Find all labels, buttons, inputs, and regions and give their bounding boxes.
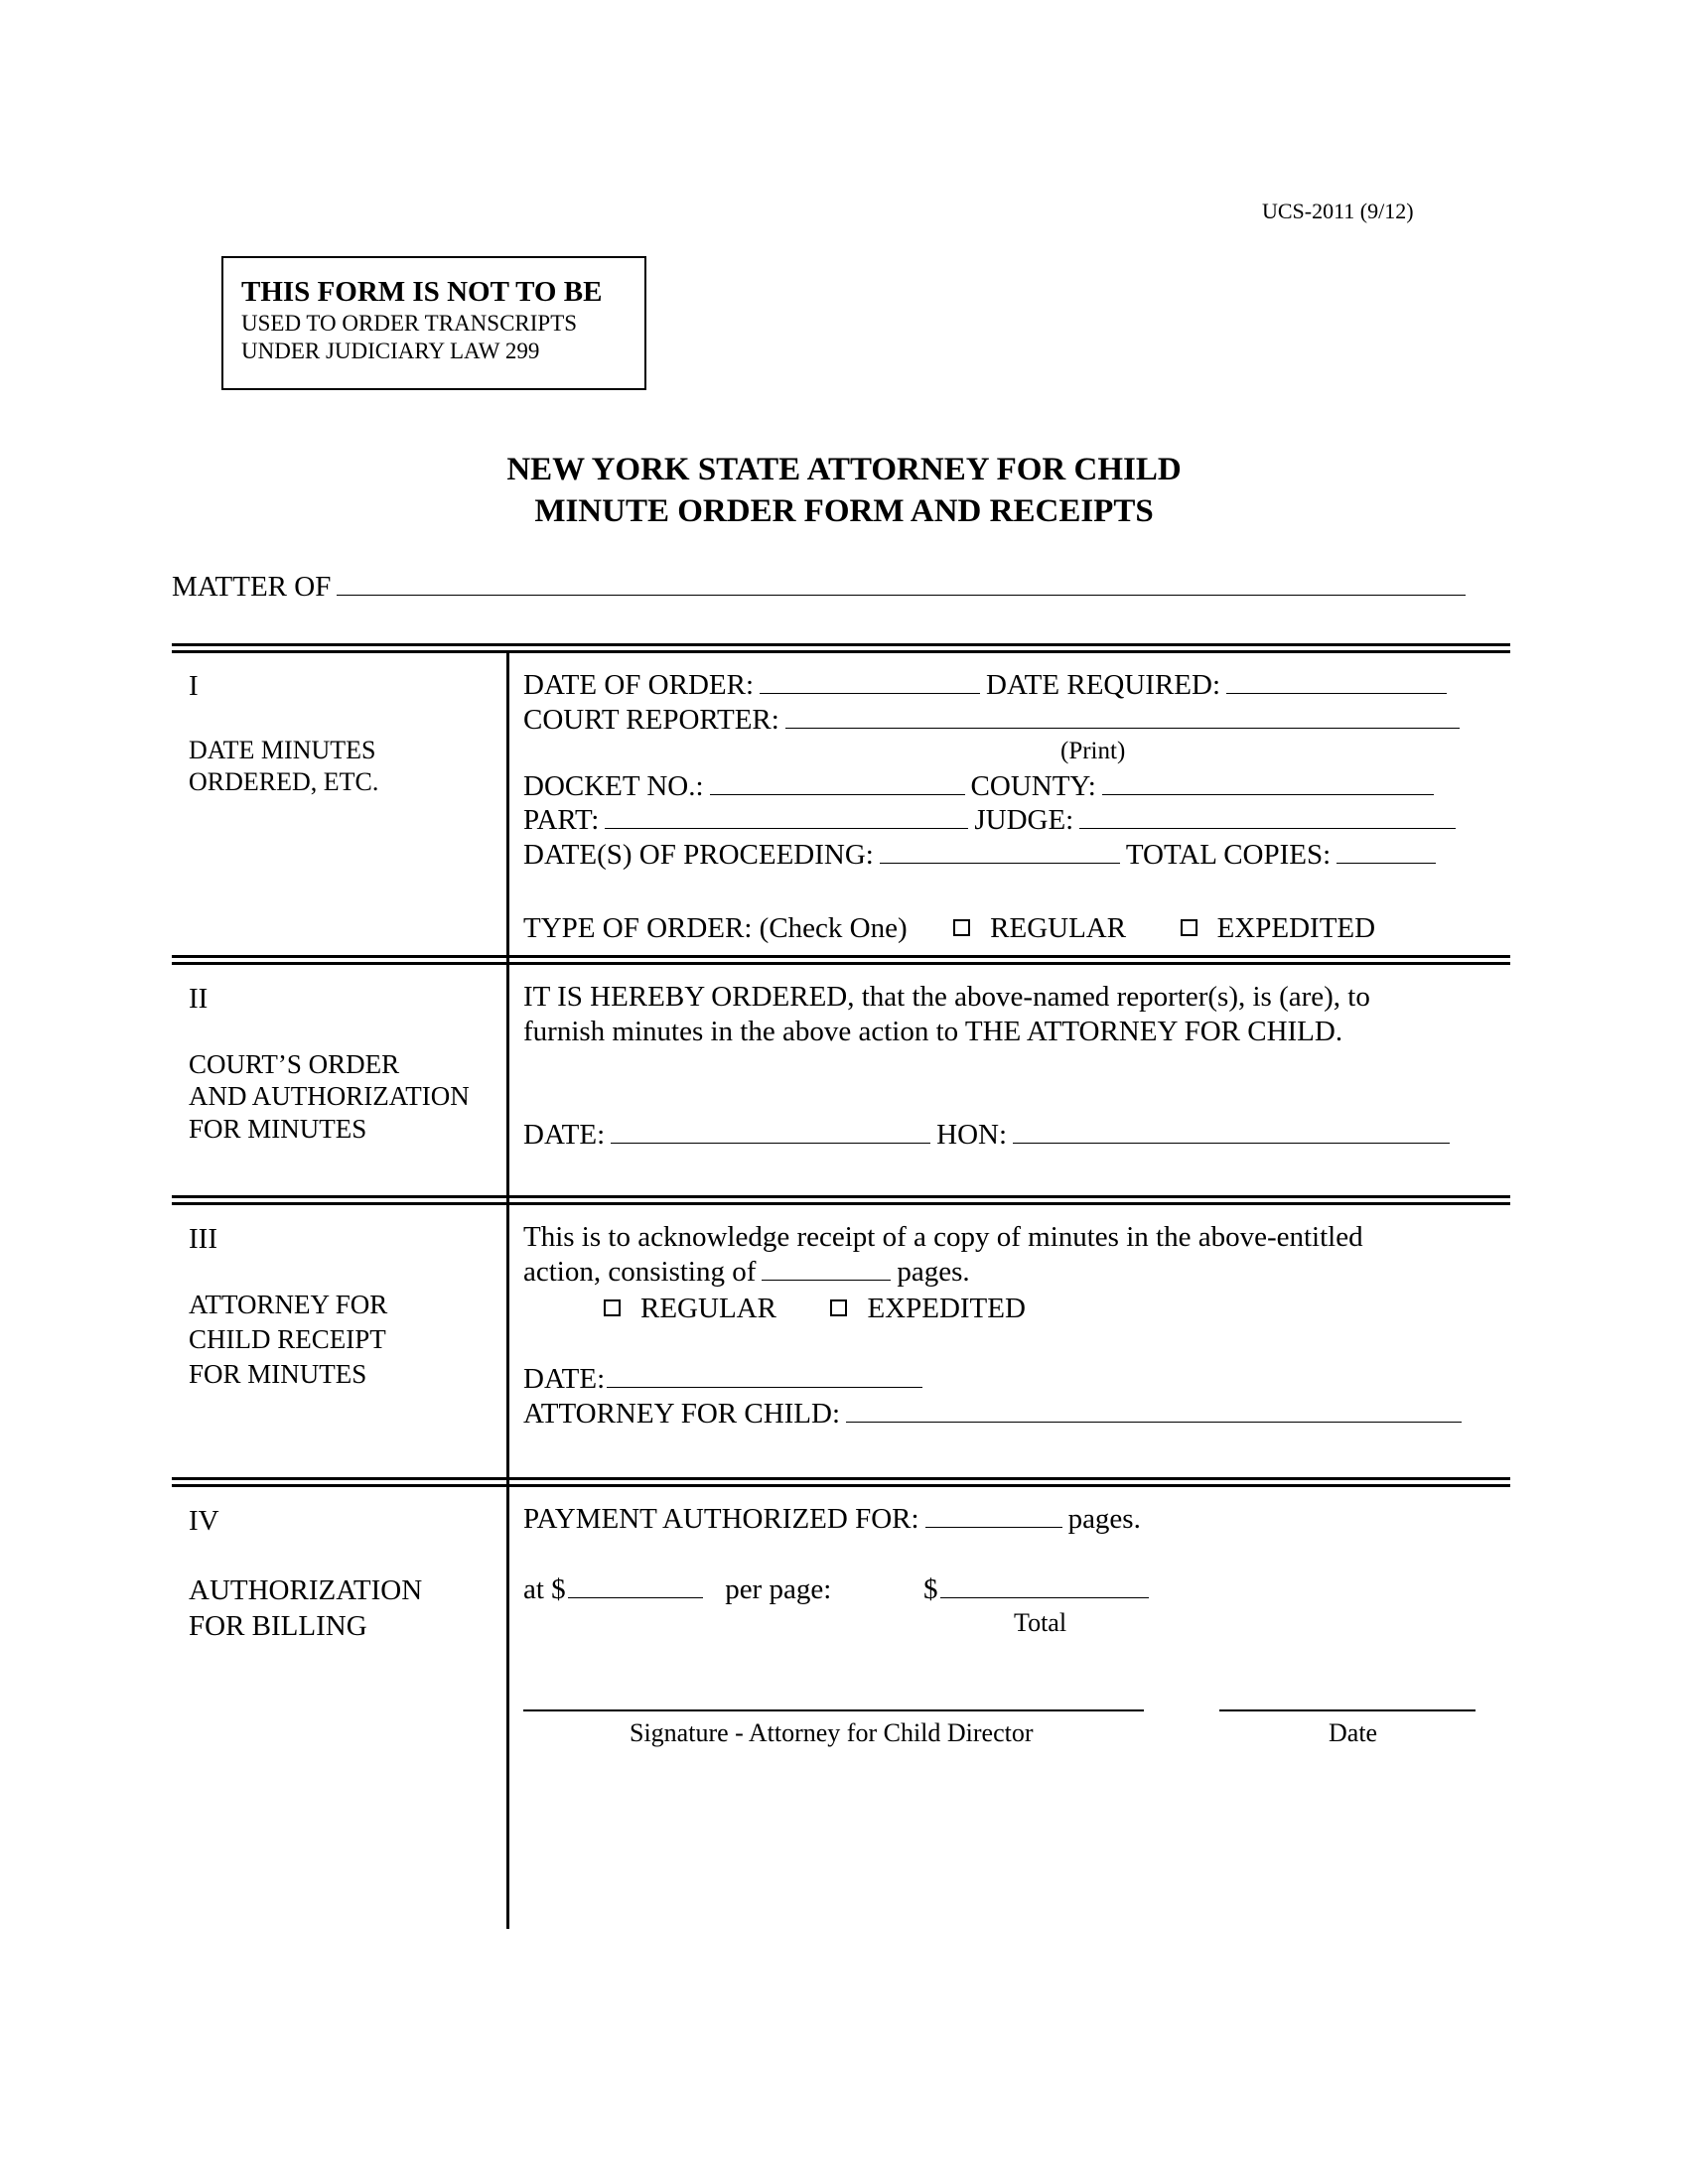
receipt-date-field[interactable] xyxy=(607,1386,922,1388)
section-3-numeral: III xyxy=(189,1223,217,1255)
order-date-hon-row xyxy=(523,1119,1456,1152)
payment-pages-suffix: pages. xyxy=(1067,1503,1141,1535)
section-2-numeral: II xyxy=(189,983,209,1015)
payment-authorized-label: PAYMENT AUTHORIZED FOR: xyxy=(523,1503,919,1535)
section-2-top-rule-2 xyxy=(172,962,1510,965)
part-field[interactable] xyxy=(605,827,968,829)
section-1-numeral: I xyxy=(189,670,199,702)
regular-label: REGULAR xyxy=(990,912,1127,944)
total-amount-field[interactable] xyxy=(940,1596,1149,1598)
total-copies-label: TOTAL COPIES: xyxy=(1125,839,1332,871)
section-2-label-2: AND AUTHORIZATION xyxy=(189,1081,470,1111)
total-caption: Total xyxy=(1014,1608,1067,1637)
date-of-order-label: DATE OF ORDER: xyxy=(523,669,755,701)
section-1-label-2: ORDERED, ETC. xyxy=(189,767,379,796)
form-number: UCS-2011 (9/12) xyxy=(1262,199,1414,223)
section-3-top-rule xyxy=(172,1195,1510,1198)
column-divider xyxy=(506,650,509,1929)
docket-no-field[interactable] xyxy=(710,793,965,795)
section-4-numeral: IV xyxy=(189,1505,219,1537)
notice-line-1: THIS FORM IS NOT TO BE xyxy=(241,276,603,308)
type-of-order-label: TYPE OF ORDER: (Check One) xyxy=(523,912,908,944)
receipt-date-row xyxy=(523,1363,924,1396)
order-line-2: furnish minutes in the above action to THE ATTORNEY FOR CHILD. xyxy=(523,1016,1343,1047)
signature-date-caption: Date xyxy=(1329,1718,1378,1747)
receipt-line-2-post: pages. xyxy=(897,1256,970,1288)
docket-county-row xyxy=(523,770,1440,803)
court-reporter-row xyxy=(523,704,1466,737)
section-4-top-rule xyxy=(172,1477,1510,1480)
court-reporter-label: COURT REPORTER: xyxy=(523,704,779,736)
total-copies-field[interactable] xyxy=(1336,862,1436,864)
section-1-top-rule xyxy=(172,643,1510,646)
section-2-label-3: FOR MINUTES xyxy=(189,1114,367,1144)
attorney-for-child-field[interactable] xyxy=(846,1421,1462,1423)
hon-label: HON: xyxy=(936,1119,1008,1151)
receipt-type-row xyxy=(604,1293,1026,1325)
judge-field[interactable] xyxy=(1079,827,1456,829)
order-date-field[interactable] xyxy=(611,1142,930,1144)
form-title-line-2: MINUTE ORDER FORM AND RECEIPTS xyxy=(534,493,1154,529)
pages-received-field[interactable] xyxy=(762,1279,891,1281)
receipt-expedited-checkbox[interactable] xyxy=(830,1299,847,1316)
type-of-order-row xyxy=(523,912,1375,945)
signature-line[interactable] xyxy=(523,1709,1144,1711)
date-of-order-row xyxy=(523,669,1453,702)
part-label: PART: xyxy=(523,804,600,836)
section-3-top-rule-2 xyxy=(172,1202,1510,1205)
section-3-label-3: FOR MINUTES xyxy=(189,1359,367,1389)
section-1-top-rule-2 xyxy=(172,650,1510,653)
section-4-top-rule-2 xyxy=(172,1484,1510,1487)
rate-field[interactable] xyxy=(568,1596,703,1598)
county-label: COUNTY: xyxy=(970,770,1096,802)
order-line-1: IT IS HEREBY ORDERED, that the above-named reporter(s), is (are), to xyxy=(523,981,1370,1013)
section-3-label-2: CHILD RECEIPT xyxy=(189,1324,386,1354)
receipt-line-2 xyxy=(523,1256,970,1289)
form-title-line-1: NEW YORK STATE ATTORNEY FOR CHILD xyxy=(506,452,1182,487)
date-required-label: DATE REQUIRED: xyxy=(986,669,1221,701)
part-judge-row xyxy=(523,804,1462,837)
date-of-order-field[interactable] xyxy=(760,692,980,694)
notice-line-3: UNDER JUDICIARY LAW 299 xyxy=(241,339,540,363)
order-date-label: DATE: xyxy=(523,1119,606,1151)
hon-field[interactable] xyxy=(1013,1142,1450,1144)
section-3-label-1: ATTORNEY FOR xyxy=(189,1290,388,1319)
receipt-regular-checkbox[interactable] xyxy=(604,1299,621,1316)
notice-line-2: USED TO ORDER TRANSCRIPTS xyxy=(241,311,578,336)
attorney-for-child-label: ATTORNEY FOR CHILD: xyxy=(523,1398,841,1430)
rate-row xyxy=(523,1573,831,1606)
expedited-label: EXPEDITED xyxy=(1216,912,1376,944)
county-field[interactable] xyxy=(1102,793,1434,795)
proceeding-copies-row xyxy=(523,839,1442,872)
section-4-label-1: AUTHORIZATION xyxy=(189,1574,423,1606)
section-2-label-1: COURT’S ORDER xyxy=(189,1049,400,1079)
total-dollar-label: $ xyxy=(923,1573,938,1605)
receipt-line-1: This is to acknowledge receipt of a copy of minutes in the above-entitled xyxy=(523,1221,1363,1253)
matter-of-field[interactable] xyxy=(337,594,1466,596)
dates-of-proceeding-field[interactable] xyxy=(880,862,1120,864)
print-note: (Print) xyxy=(1060,738,1126,764)
matter-of-row xyxy=(172,571,1472,604)
section-4-label-2: FOR BILLING xyxy=(189,1610,367,1642)
dates-of-proceeding-label: DATE(S) OF PROCEEDING: xyxy=(523,839,874,871)
total-row xyxy=(923,1573,1151,1606)
docket-no-label: DOCKET NO.: xyxy=(523,770,704,802)
attorney-for-child-row xyxy=(523,1398,1468,1431)
section-1-label-1: DATE MINUTES xyxy=(189,736,376,764)
receipt-regular-label: REGULAR xyxy=(640,1293,776,1324)
receipt-expedited-label: EXPEDITED xyxy=(867,1293,1026,1324)
section-2-top-rule xyxy=(172,955,1510,958)
per-page-label: per page: xyxy=(725,1573,832,1605)
signature-caption: Signature - Attorney for Child Director xyxy=(630,1718,1034,1747)
regular-checkbox[interactable] xyxy=(953,919,970,936)
matter-of-label: MATTER OF xyxy=(172,571,332,603)
court-reporter-field[interactable] xyxy=(785,727,1460,729)
date-required-field[interactable] xyxy=(1226,692,1447,694)
judge-label: JUDGE: xyxy=(974,804,1074,836)
signature-date-line[interactable] xyxy=(1219,1709,1476,1711)
receipt-date-label: DATE: xyxy=(523,1363,606,1395)
at-dollar-label: at $ xyxy=(523,1573,566,1605)
payment-authorized-row xyxy=(523,1503,1141,1536)
payment-pages-field[interactable] xyxy=(925,1526,1062,1528)
expedited-checkbox[interactable] xyxy=(1181,919,1197,936)
receipt-line-2-pre: action, consisting of xyxy=(523,1256,757,1288)
